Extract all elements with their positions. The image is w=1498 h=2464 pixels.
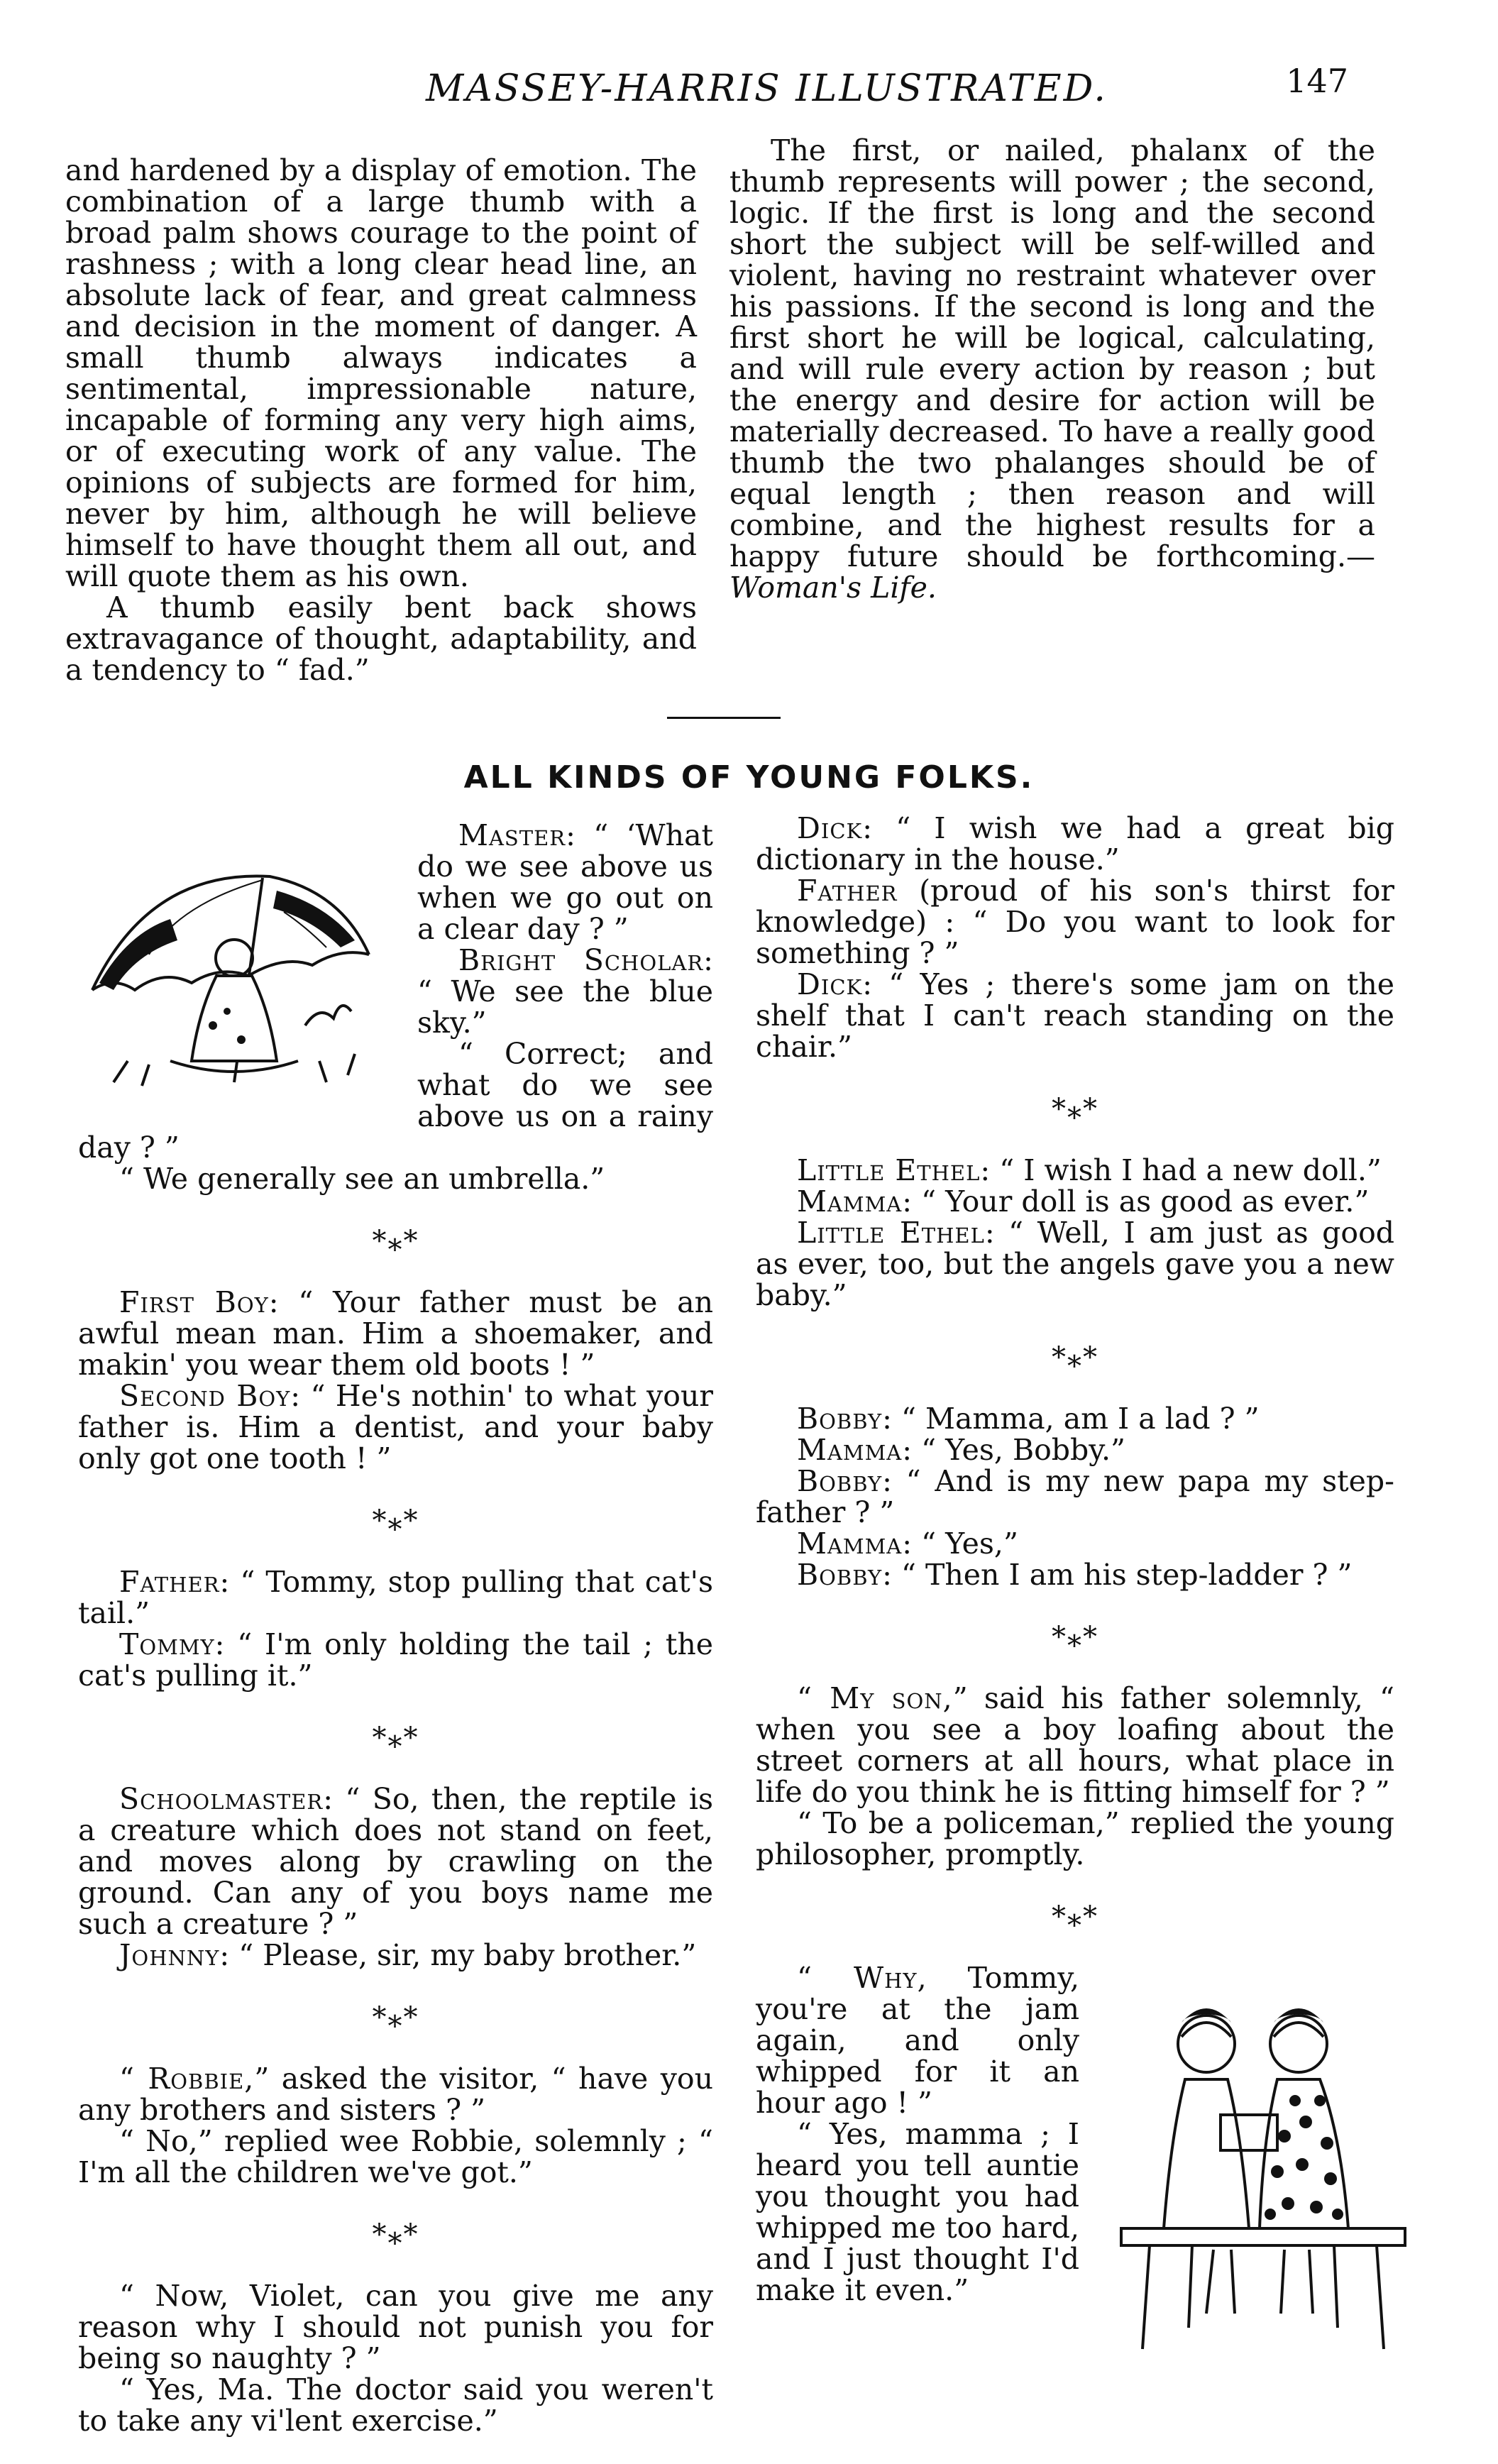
joke-line: First Boy: “ Your father must be an awful mean man. Him a shoemaker, and makin' you wear them old boots ! ” bbox=[78, 1285, 714, 1382]
joke-line: Dick: “ Yes ; there's some jam on the shelf that I can't reach standing on the chair.” bbox=[756, 967, 1394, 1064]
joke-line: Bobby: “ Then I am his step-ladder ? ” bbox=[797, 1558, 1353, 1592]
asterism: *⁎* bbox=[372, 1722, 419, 1754]
joke-line: Father: “ Tommy, stop pulling that cat's tail.” bbox=[78, 1565, 713, 1630]
article-paragraph: and hardened by a display of emotion. The combination of a large thumb with a broad palm shows courage to the point of rashness ; with a long clear head line, an absolute lack of fear, and great calmness and decision in the moment of danger. A small thumb always indicates a sentimental, impressionable nature, incapable of forming any very high aims, or of executing work of any value. The opinions of subjects are formed for him, never by him, although he will believe himself to have thought them all out, and will quote them as his own. bbox=[65, 153, 697, 593]
joke-line: “ Robbie,” asked the visitor, “ have you any brothers and sisters ? ” bbox=[78, 2062, 713, 2127]
article-continuation-right bbox=[729, 135, 1375, 603]
joke-line: “ Why, Tommy, you're at the jam again, and only whipped for it an hour ago ! ” bbox=[756, 1961, 1079, 2120]
joke-line: Bobby: “ And is my new papa my step-father ? ” bbox=[756, 1464, 1394, 1529]
joke-line: Little Ethel: “ I wish I had a new doll.” bbox=[797, 1153, 1382, 1187]
article-source: Woman's Life. bbox=[729, 571, 937, 605]
joke-line: Mamma: “ Your doll is as good as ever.” bbox=[797, 1184, 1370, 1219]
girl-with-umbrella-illustration bbox=[71, 848, 397, 1111]
joke-line: “ My son,” said his father solemnly, “ when you see a boy loafing about the street corners at all hours, what place in life do you think he is fitting himself for ? ” bbox=[756, 1681, 1394, 1809]
article-continuation-left bbox=[65, 155, 697, 686]
asterism: *⁎* bbox=[372, 2218, 419, 2251]
joke-line: Father (proud of his son's thirst for knowledge) : “ Do you want to look for something ? ” bbox=[756, 874, 1394, 970]
joke-line: Dick: “ I wish we had a great big dictionary in the house.” bbox=[756, 811, 1394, 876]
joke-line: “ No,” replied wee Robbie, solemnly ; “ I'm all the children we've got.” bbox=[78, 2124, 713, 2189]
asterism: *⁎* bbox=[372, 1225, 419, 1258]
joke-line: “ Correct; and what do we see above us on a rainy day ? ” bbox=[78, 1037, 713, 1165]
joke-line: Master: “ ‘What do we see above us when we go out on a clear day ? ” bbox=[417, 818, 713, 946]
section-title: ALL KINDS OF YOUNG FOLKS. bbox=[463, 759, 1035, 796]
joke-line: “ Yes, mamma ; I heard you tell auntie you thought you had whipped me too hard, and I just thought I'd make it even.” bbox=[756, 2117, 1079, 2307]
asterism: *⁎* bbox=[1052, 1621, 1098, 1654]
joke-line: Tommy: “ I'm only holding the tail ; the cat's pulling it.” bbox=[78, 1627, 713, 1693]
joke-line: Mamma: “ Yes,” bbox=[797, 1527, 1018, 1561]
joke-line: “ We generally see an umbrella.” bbox=[119, 1162, 605, 1196]
joke-line: “ Now, Violet, can you give me any reason why I should not punish you for being so naughty ? ” bbox=[78, 2279, 713, 2375]
article-paragraph: A thumb easily bent back shows extravagance of thought, adaptability, and a tendency to “ fad.” bbox=[65, 590, 697, 687]
asterism: *⁎* bbox=[372, 1505, 419, 1537]
page-number: 147 bbox=[1286, 62, 1348, 100]
asterism: *⁎* bbox=[1052, 1901, 1098, 1933]
joke-line: Schoolmaster: “ So, then, the reptile is a creature which does not stand on feet, and moves along by crawling on the ground. Can any of you boys name me such a creature ? ” bbox=[78, 1782, 713, 1941]
asterism: *⁎* bbox=[1052, 1341, 1098, 1374]
two-children-on-bench-illustration bbox=[1107, 1994, 1419, 2363]
joke-line: Johnny: “ Please, sir, my baby brother.” bbox=[119, 1938, 697, 1972]
asterism: *⁎* bbox=[372, 2001, 419, 2034]
joke-line: “ To be a policeman,” replied the young philosopher, promptly. bbox=[756, 1806, 1394, 1871]
joke-line: Second Boy: “ He's nothin' to what your father is. Him a dentist, and your baby only got one tooth ! ” bbox=[78, 1379, 713, 1475]
running-title: MASSEY-HARRIS ILLUSTRATED. bbox=[426, 67, 1108, 110]
asterism: *⁎* bbox=[1052, 1093, 1098, 1126]
joke-line: Bright Scholar: “ We see the blue sky.” bbox=[417, 943, 713, 1040]
joke-line: “ Yes, Ma. The doctor said you weren't to take any vi'lent exercise.” bbox=[78, 2372, 713, 2438]
joke-line: Bobby: “ Mamma, am I a lad ? ” bbox=[797, 1402, 1260, 1436]
section-divider bbox=[667, 717, 781, 719]
joke-line: Mamma: “ Yes, Bobby.” bbox=[797, 1433, 1125, 1467]
joke-line: Little Ethel: “ Well, I am just as good as ever, too, but the angels gave you a new baby.” bbox=[756, 1216, 1394, 1312]
article-paragraph: The first, or nailed, phalanx of the thumb represents will power ; the second, logic. If the first is long and the second short the subject will be self-willed and violent, having no restraint whatever over his passions. If the second is long and the first short he will be logical, calculating, and will rule every action by reason ; but the energy and desire for action will be materially decreased. To have a really good thumb the two phalanges should be of equal length ; then reason and will combine, and the highest results for a happy future should be forthcoming.—Woman's Life. bbox=[729, 133, 1375, 605]
page-header bbox=[426, 62, 1348, 124]
